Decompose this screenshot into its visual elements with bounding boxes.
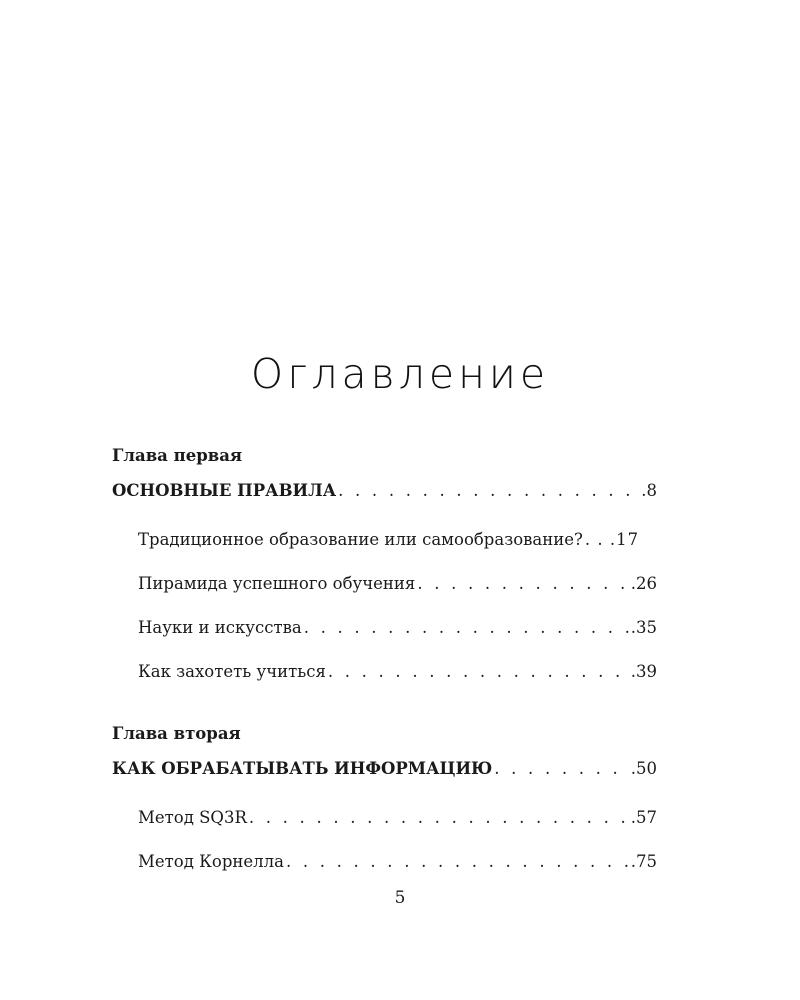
page-ref: .75	[630, 852, 657, 871]
section-title: Пирамида успешного обучения	[138, 574, 416, 593]
section-title: Как захотеть учиться	[138, 662, 326, 681]
section-entry	[112, 562, 657, 606]
chapter-heading: КАК ОБРАБАТЫВАТЬ ИНФОРМАЦИЮ	[112, 759, 493, 778]
dot-leader	[284, 840, 631, 884]
chapter-label: Глава вторая	[112, 724, 241, 743]
page-ref: . . .17	[584, 530, 640, 549]
chapter-label: Глава первая	[112, 446, 243, 465]
dot-leader	[415, 562, 630, 606]
chapter-1	[112, 440, 657, 694]
chapter-2	[112, 718, 657, 880]
chapter-heading-entry	[112, 474, 657, 518]
toc-title: Оглавление	[250, 350, 550, 398]
chapter-heading-entry	[112, 752, 657, 796]
section-title: Метод SQ3R	[138, 808, 247, 827]
dot-leader	[492, 752, 630, 786]
section-title: Метод Корнелла	[138, 852, 284, 871]
page-number: 5	[394, 888, 406, 908]
table-of-contents	[112, 440, 657, 880]
dot-leader	[247, 796, 631, 840]
page-ref: .8	[641, 481, 657, 500]
section-entry	[112, 840, 657, 880]
section-entry	[112, 796, 657, 840]
page-ref: .50	[630, 759, 657, 778]
section-entry	[112, 650, 657, 694]
section-entry	[112, 518, 657, 562]
chapter-heading: ОСНОВНЫЕ ПРАВИЛА	[112, 481, 337, 500]
chapter-spacer	[112, 694, 657, 718]
dot-leader	[326, 650, 631, 694]
page-ref: .35	[630, 618, 657, 637]
page-ref: .39	[630, 662, 657, 681]
dot-leader	[336, 474, 641, 508]
section-entry	[112, 606, 657, 650]
section-title: Традиционное образование или самообразование?	[138, 530, 583, 549]
section-title: Науки и искусства	[138, 618, 302, 637]
dot-leader	[302, 606, 631, 650]
page-ref: .57	[630, 808, 657, 827]
page-ref: .26	[630, 574, 657, 593]
